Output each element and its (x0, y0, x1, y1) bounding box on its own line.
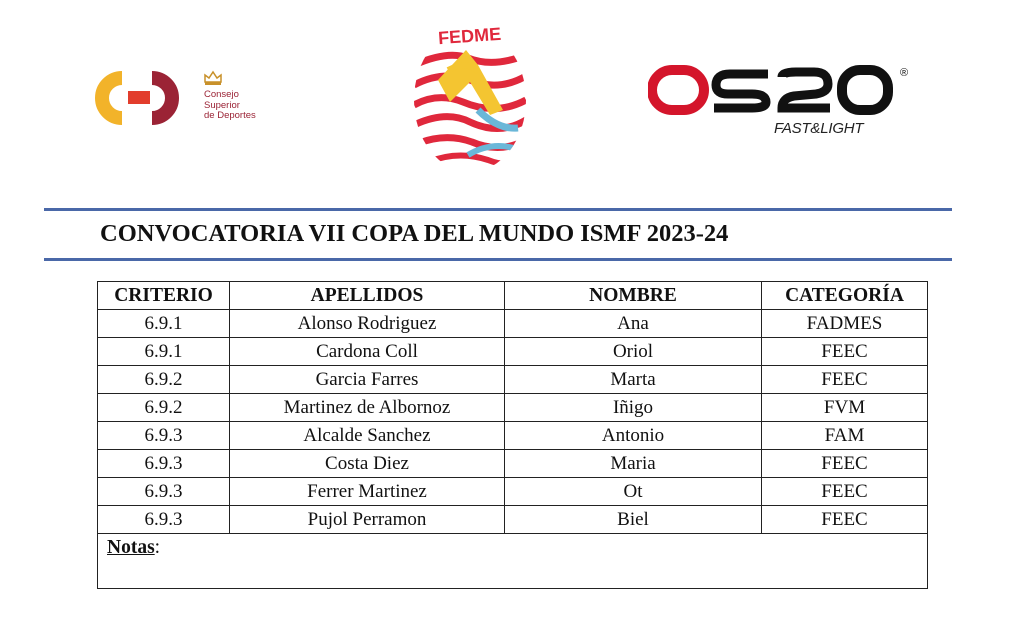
cell-categoria: FEEC (762, 478, 928, 506)
table-row (98, 422, 928, 450)
cell-categoria: FEEC (762, 450, 928, 478)
cell-apellidos: Pujol Perramon (230, 506, 505, 534)
table-row (98, 478, 928, 506)
cell-categoria: FEEC (762, 338, 928, 366)
cell-criterio: 6.9.1 (98, 310, 230, 338)
cell-categoria: FEEC (762, 506, 928, 534)
csd-text (204, 90, 256, 122)
notes-colon: : (154, 537, 161, 558)
table-row (98, 506, 928, 534)
fedme-logo (408, 10, 538, 175)
title-rule-top (44, 208, 952, 211)
csd-text-line: Consejo (204, 89, 239, 100)
notes-label: Notas (107, 537, 155, 558)
csd-logo (92, 68, 272, 128)
cell-apellidos: Cardona Coll (230, 338, 505, 366)
cell-criterio: 6.9.2 (98, 394, 230, 422)
page-title: CONVOCATORIA VII COPA DEL MUNDO ISMF 2023-24 (100, 220, 729, 247)
cell-criterio: 6.9.3 (98, 450, 230, 478)
notes-row (98, 534, 928, 589)
cell-nombre: Ana (505, 310, 762, 338)
cell-apellidos: Alcalde Sanchez (230, 422, 505, 450)
fedme-fingerprint-icon (408, 10, 538, 175)
table-row (98, 450, 928, 478)
os2o-logo (648, 64, 918, 144)
table-row (98, 338, 928, 366)
cell-nombre: Oriol (505, 338, 762, 366)
convocatoria-table (97, 281, 928, 589)
cell-criterio: 6.9.3 (98, 422, 230, 450)
header-nombre: NOMBRE (505, 282, 762, 310)
crown-icon (202, 68, 224, 86)
cell-apellidos: Martinez de Albornoz (230, 394, 505, 422)
csd-text-line: Superior (204, 99, 240, 111)
cell-apellidos: Costa Diez (230, 450, 505, 478)
logo-header (0, 0, 1024, 190)
fedme-text: FEDME (437, 23, 502, 49)
header-criterio: CRITERIO (98, 282, 230, 310)
cell-nombre: Iñigo (505, 394, 762, 422)
table-row (98, 310, 928, 338)
cell-categoria: FEEC (762, 366, 928, 394)
header-apellidos: APELLIDOS (230, 282, 505, 310)
cell-nombre: Biel (505, 506, 762, 534)
registered-mark: ® (900, 67, 909, 79)
title-rule-bottom (44, 258, 952, 261)
header-categoria: CATEGORÍA (762, 282, 928, 310)
cell-apellidos: Alonso Rodriguez (230, 310, 505, 338)
csd-mark-icon (92, 68, 197, 128)
os2o-wordmark-icon (648, 64, 910, 120)
cell-categoria: FADMES (762, 310, 928, 338)
table-row (98, 394, 928, 422)
cell-criterio: 6.9.1 (98, 338, 230, 366)
cell-categoria: FVM (762, 394, 928, 422)
cell-nombre: Marta (505, 366, 762, 394)
os2o-tagline: FAST&LIGHT (774, 120, 864, 137)
cell-apellidos: Ferrer Martinez (230, 478, 505, 506)
table-header-row (98, 282, 928, 310)
notes-cell (98, 534, 928, 589)
cell-criterio: 6.9.2 (98, 366, 230, 394)
cell-apellidos: Garcia Farres (230, 366, 505, 394)
csd-text-line: de Deportes (204, 110, 256, 121)
cell-nombre: Ot (505, 478, 762, 506)
table-row (98, 366, 928, 394)
cell-categoria: FAM (762, 422, 928, 450)
cell-nombre: Antonio (505, 422, 762, 450)
cell-nombre: Maria (505, 450, 762, 478)
cell-criterio: 6.9.3 (98, 478, 230, 506)
cell-criterio: 6.9.3 (98, 506, 230, 534)
